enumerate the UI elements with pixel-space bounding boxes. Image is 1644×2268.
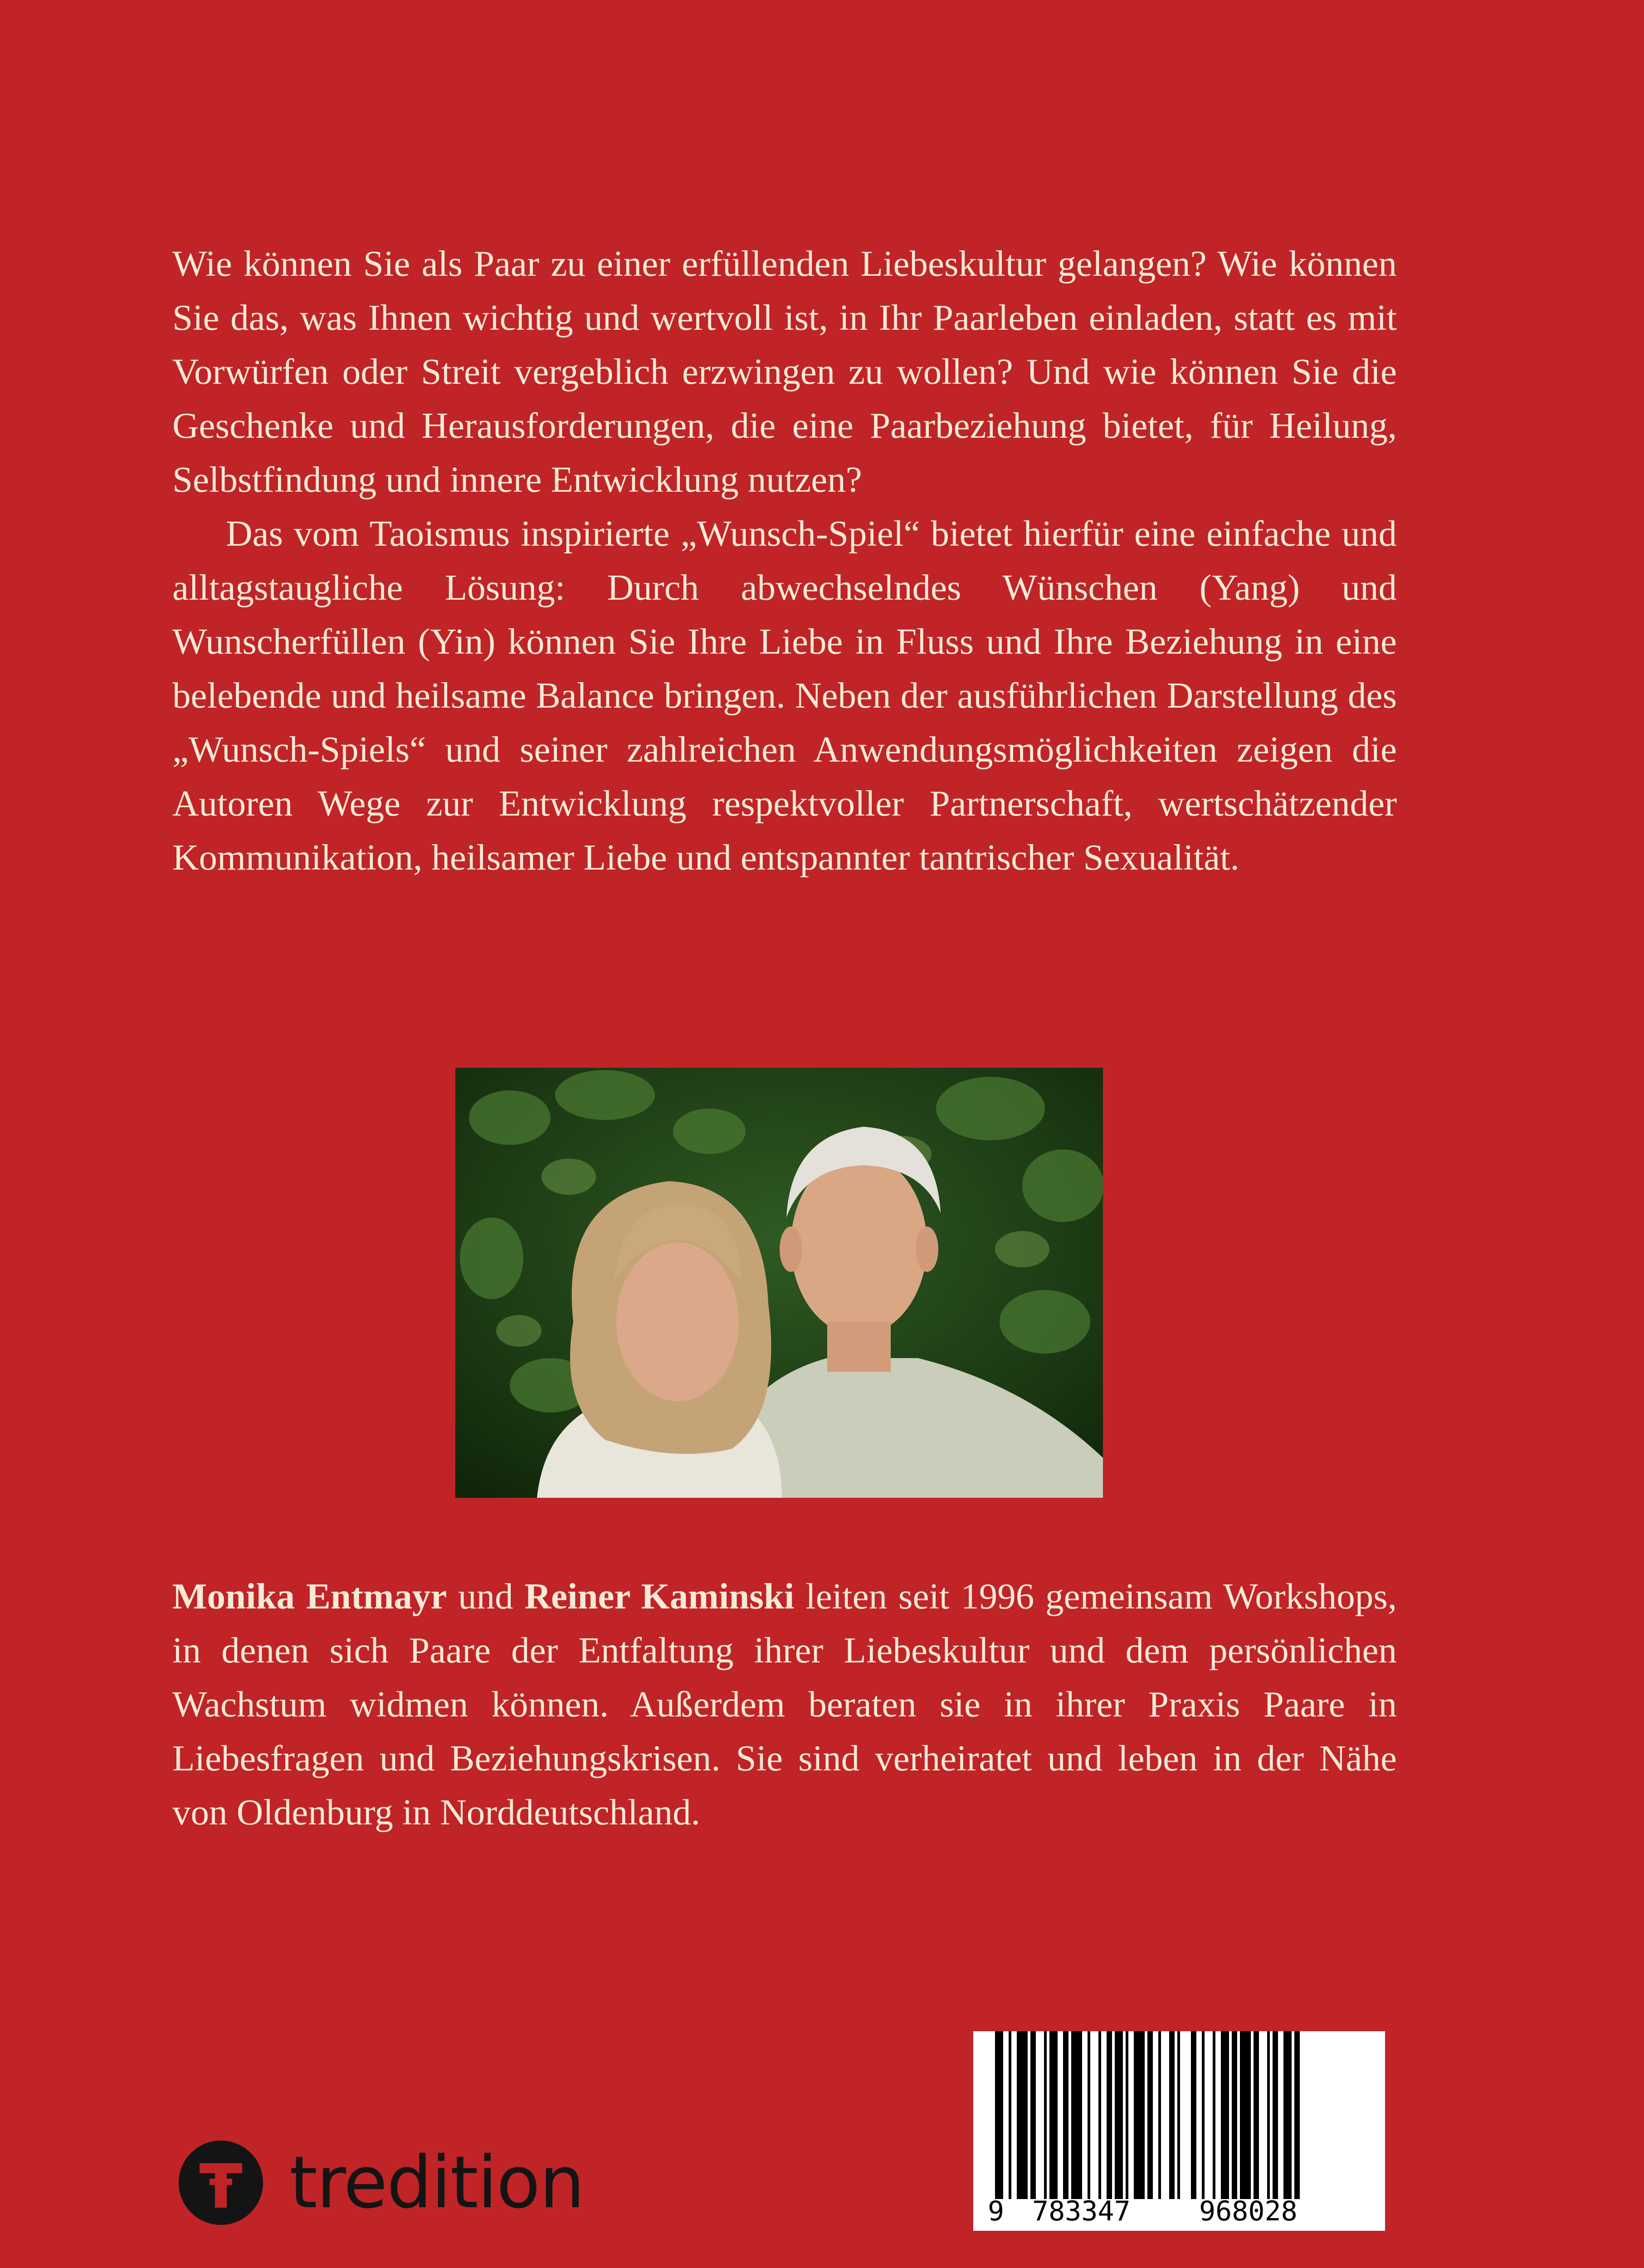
author-bio: [172, 1569, 1397, 1839]
barcode-bar: [1009, 2031, 1011, 2199]
barcode-bar: [1273, 2031, 1278, 2199]
barcode-bar: [1098, 2031, 1101, 2199]
isbn-group-2: 968028: [1199, 2195, 1298, 2227]
barcode-bar: [1240, 2031, 1251, 2199]
barcode-bar: [1107, 2031, 1112, 2199]
barcode-bar: [1267, 2031, 1270, 2199]
blurb-paragraph-2: Das vom Taoismus inspirierte „Wunsch-Spiel“ bietet hierfür eine einfache und alltagstaugliche Lösung: Durch abwechselndes Wünschen (Yang) und Wunscherfüllen (Yin) können Sie Ihre Liebe in Fluss und Ihre Beziehung in eine belebende und heilsame Balance bringen. Neben der ausführlichen Darstellung des „Wunsch-Spiels“ und seiner zahlreichen Anwendungsmöglichkeiten zeigen die Autoren Wege zur Entwicklung respektvoller Partnerschaft, wertschätzender Kommunikation, heilsamer Liebe und entspannter tantrischer Sexualität.: [172, 513, 1397, 878]
barcode-bar: [1232, 2031, 1237, 2199]
back-cover-blurb: [172, 237, 1397, 885]
barcode-bar: [1294, 2031, 1300, 2199]
barcode-bar: [1254, 2031, 1259, 2199]
isbn-first-digit: 9: [988, 2195, 1005, 2227]
barcode-bar: [995, 2031, 1003, 2199]
isbn-group-1: 783347: [1032, 2195, 1131, 2227]
barcode-bar: [1044, 2031, 1047, 2199]
barcode-bar: [1134, 2031, 1145, 2199]
barcode-bar: [1063, 2031, 1068, 2199]
barcode-bar: [1169, 2031, 1175, 2199]
barcode-bar: [1283, 2031, 1292, 2199]
publisher-logo: [178, 2137, 584, 2228]
blurb-paragraph-1: Wie können Sie als Paar zu einer erfüllenden Liebeskultur gelangen? Wie können Sie das, was Ihnen wichtig und wertvoll ist, in Ihr Paarleben einladen, statt es mit Vorwürfen oder Streit vergeblich erzwingen zu wollen? Und wie können Sie die Geschenke und Herausforderungen, die eine Paarbeziehung bietet, für Heilung, Selbstfindung und innere Entwicklung nutzen?: [172, 243, 1397, 500]
barcode-bar: [1115, 2031, 1123, 2199]
tredition-logo-icon: [178, 2140, 264, 2226]
barcode-bar: [1030, 2031, 1036, 2199]
barcode-bar: [1088, 2031, 1090, 2199]
author-name-1: Monika Entmayr: [172, 1576, 447, 1617]
barcode-bar: [1049, 2031, 1058, 2199]
barcode-bar: [1158, 2031, 1161, 2199]
isbn-number: [973, 2195, 1385, 2227]
author-photo: [455, 1068, 1103, 1498]
barcode-bar: [1191, 2031, 1196, 2199]
author-bio-paragraph: [172, 1569, 1397, 1839]
barcode-bar: [1221, 2031, 1229, 2199]
publisher-name: tredition: [289, 2141, 584, 2224]
isbn-barcode: [973, 2031, 1385, 2231]
barcode-bar: [1177, 2031, 1180, 2199]
barcode-bar: [1202, 2031, 1205, 2199]
barcode-bar: [1147, 2031, 1153, 2199]
author-name-2: Reiner Kaminski: [524, 1576, 795, 1617]
author-connector: und: [447, 1576, 525, 1617]
author-bio-text: leiten seit 1996 gemeinsam Workshops, in denen sich Paare der Entfaltung ihrer Liebeskultur und dem persönlichen Wachstum widmen können. Außerdem beraten sie in ihrer Praxis Paare in Liebesfragen und Beziehungskrisen. Sie sind verheiratet und leben in der Nähe von Oldenburg in Norddeutschland.: [172, 1576, 1397, 1833]
barcode-bar: [1126, 2031, 1128, 2199]
barcode-bar: [1213, 2031, 1215, 2199]
barcode-bar: [1071, 2031, 1082, 2199]
author-photo-image: [455, 1068, 1103, 1498]
barcode-bars: [973, 2031, 1385, 2199]
barcode-bar: [1017, 2031, 1028, 2199]
